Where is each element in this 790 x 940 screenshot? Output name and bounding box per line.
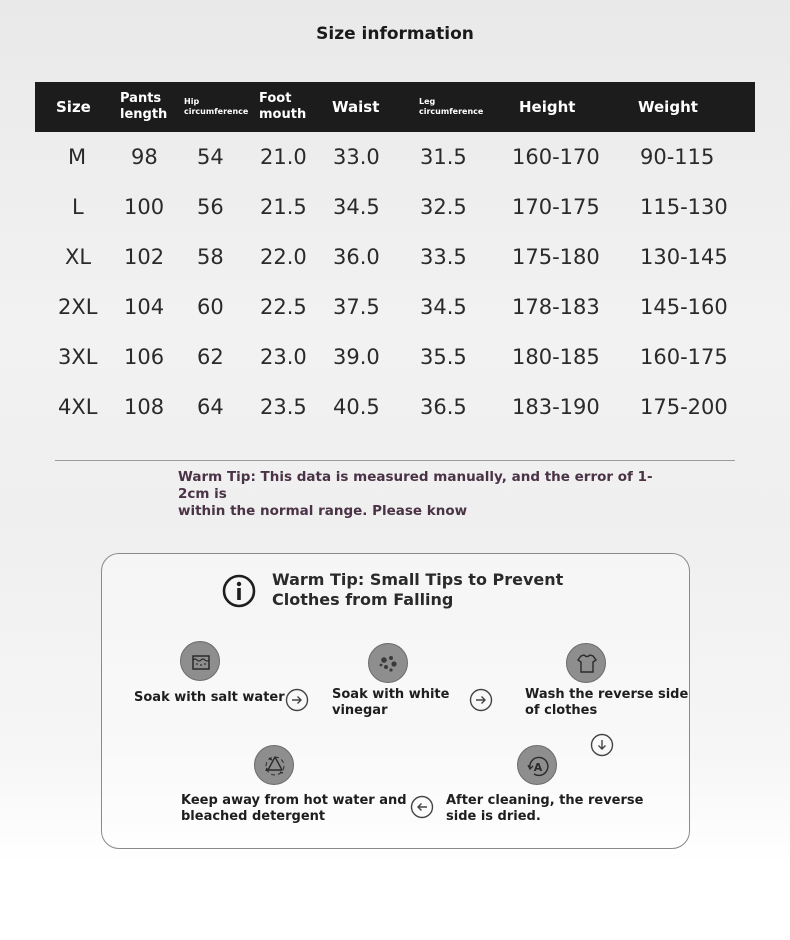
table-cell: 90-115 — [640, 145, 715, 169]
table-cell: 104 — [124, 295, 165, 319]
table-row — [35, 332, 755, 382]
step-label-line: Soak with salt water — [134, 690, 285, 705]
table-cell: 180-185 — [512, 345, 600, 369]
recycle-loop-icon — [254, 745, 294, 785]
header-size — [35, 82, 120, 132]
svg-text:A: A — [533, 761, 543, 774]
table-cell: 40.5 — [333, 395, 380, 419]
header-height — [509, 82, 627, 132]
table-row — [35, 232, 755, 282]
header-line: Hip — [184, 97, 200, 106]
table-cell: 34.5 — [420, 295, 467, 319]
header-line: mouth — [259, 107, 307, 122]
table-header-row — [35, 82, 755, 132]
table-cell: 160-170 — [512, 145, 600, 169]
table-cell: 35.5 — [420, 345, 467, 369]
warm-tip-line-1: Warm Tip: This data is measured manually, and the error of 1-2cm is — [178, 469, 653, 502]
header-hip-circumference — [184, 82, 259, 132]
header-line: Leg — [419, 97, 436, 106]
header-line: Waist — [332, 98, 380, 116]
header-line: Foot — [259, 91, 292, 106]
page-title: Size information — [316, 24, 474, 44]
table-cell: 100 — [124, 195, 165, 219]
table-cell: 102 — [124, 245, 165, 269]
table-cell: 33.0 — [333, 145, 380, 169]
table-cell: 4XL — [58, 395, 98, 419]
divider — [55, 460, 735, 461]
table-cell: 115-130 — [640, 195, 728, 219]
table-cell: 64 — [197, 395, 224, 419]
header-line: Weight — [638, 98, 698, 116]
table-row — [35, 382, 755, 432]
table-cell: 183-190 — [512, 395, 600, 419]
header-pants-length — [120, 82, 184, 132]
size-table — [35, 82, 755, 432]
table-row — [35, 282, 755, 332]
step-label-line: of clothes — [525, 703, 598, 718]
table-cell: 106 — [124, 345, 165, 369]
step-dry-label — [446, 793, 643, 825]
arrow-down-icon — [590, 733, 614, 757]
step-label-line: side is dried. — [446, 809, 541, 824]
header-waist — [332, 82, 419, 132]
table-cell: 21.0 — [260, 145, 307, 169]
step-reverse-wash-label — [525, 687, 688, 719]
table-cell: 58 — [197, 245, 224, 269]
arrow-right-icon — [285, 688, 309, 712]
dry-cycle-icon — [517, 745, 557, 785]
warm-tip-line-2: within the normal range. Please know — [178, 503, 468, 519]
table-cell: 178-183 — [512, 295, 600, 319]
table-cell: 33.5 — [420, 245, 467, 269]
table-cell: 145-160 — [640, 295, 728, 319]
table-cell: 39.0 — [333, 345, 380, 369]
header-line: Pants — [120, 91, 162, 106]
header-line: circumference — [184, 107, 249, 116]
table-cell: 23.5 — [260, 395, 307, 419]
header-line: Size — [56, 98, 91, 116]
table-cell: 98 — [131, 145, 158, 169]
warm-tip-note — [178, 469, 678, 520]
table-cell: 36.0 — [333, 245, 380, 269]
table-cell: 37.5 — [333, 295, 380, 319]
step-label-line: After cleaning, the reverse — [446, 793, 644, 808]
table-cell: XL — [65, 245, 92, 269]
table-cell: 108 — [124, 395, 165, 419]
table-cell: 32.5 — [420, 195, 467, 219]
table-cell: 56 — [197, 195, 224, 219]
step-label-line: Wash the reverse side — [525, 687, 689, 702]
step-label-line: vinegar — [332, 703, 388, 718]
header-foot-mouth — [259, 82, 332, 132]
header-line: circumference — [419, 107, 484, 116]
table-row — [35, 182, 755, 232]
shirt-icon — [566, 643, 606, 683]
table-row — [35, 132, 755, 182]
arrow-right-icon — [469, 688, 493, 712]
table-cell: 60 — [197, 295, 224, 319]
table-cell: 22.5 — [260, 295, 307, 319]
table-cell: 130-145 — [640, 245, 728, 269]
table-cell: L — [72, 195, 84, 219]
table-cell: 62 — [197, 345, 224, 369]
table-cell: 22.0 — [260, 245, 307, 269]
table-cell: 175-200 — [640, 395, 728, 419]
step-vinegar-label — [332, 687, 449, 719]
tips-title-line-2: Clothes from Falling — [272, 590, 454, 609]
table-cell: 31.5 — [420, 145, 467, 169]
table-cell: 23.0 — [260, 345, 307, 369]
table-cell: 21.5 — [260, 195, 307, 219]
header-leg-circumference — [419, 82, 509, 132]
step-hot-water-label — [181, 793, 407, 825]
table-cell: M — [68, 145, 87, 169]
header-line: length — [120, 107, 168, 122]
header-weight — [627, 82, 755, 132]
table-cell: 2XL — [58, 295, 98, 319]
table-cell: 160-175 — [640, 345, 728, 369]
step-label-line: bleached detergent — [181, 809, 326, 824]
salt-water-basin-icon — [180, 641, 220, 681]
info-icon — [222, 574, 256, 608]
table-cell: 36.5 — [420, 395, 467, 419]
table-cell: 54 — [197, 145, 224, 169]
arrow-left-icon — [410, 795, 434, 819]
step-salt-water-label — [134, 690, 285, 706]
step-label-line: Keep away from hot water and — [181, 793, 407, 808]
table-cell: 175-180 — [512, 245, 600, 269]
table-cell: 34.5 — [333, 195, 380, 219]
table-cell: 3XL — [58, 345, 98, 369]
tips-title-line-1: Warm Tip: Small Tips to Prevent — [272, 570, 564, 589]
header-line: Height — [519, 98, 576, 116]
vinegar-bubbles-icon — [368, 643, 408, 683]
tips-title — [272, 570, 572, 610]
table-cell: 170-175 — [512, 195, 600, 219]
step-label-line: Soak with white — [332, 687, 450, 702]
